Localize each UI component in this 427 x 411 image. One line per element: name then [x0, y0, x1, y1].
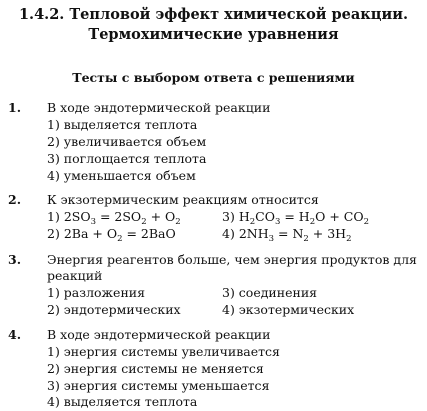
- answer-option: 4) экзотермических: [222, 302, 355, 317]
- question-text: К экзотермическим реакциям относится: [47, 192, 319, 207]
- answer-option: 3) энергия системы уменьшается: [47, 378, 270, 393]
- answer-option: 2) увеличивается объем: [47, 134, 207, 149]
- answer-option: 2) энергия системы не меняется: [47, 361, 264, 376]
- answer-option: 1) разложения: [47, 285, 145, 300]
- answer-option: 2) эндотермических: [47, 302, 181, 317]
- answer-option: 4) выделяется теплота: [47, 394, 198, 409]
- question-number: 1.: [8, 100, 22, 115]
- question-number: 4.: [8, 327, 22, 342]
- answer-option: 4) уменьшается объем: [47, 168, 196, 183]
- answer-option-equation: 1) $2SO_3 = 2SO_2 + O_2$: [47, 209, 181, 227]
- option-label: 3): [222, 209, 239, 224]
- answer-option-equation: 4) $2NH_3 = N_2 + 3H_2$: [222, 226, 352, 244]
- option-label: 2): [47, 226, 64, 241]
- answer-option: 3) соединения: [222, 285, 318, 300]
- question-text: В ходе эндотермической реакции: [47, 100, 271, 115]
- answer-option: 1) энергия системы увеличивается: [47, 344, 280, 359]
- option-label: 1): [47, 209, 64, 224]
- question-text: Энергия реагентов больше, чем энергия продуктов для: [47, 252, 417, 267]
- section-title-line2: Термохимические уравнения: [88, 26, 339, 43]
- subsection-title: Тесты с выбором ответа с решениями: [72, 70, 355, 85]
- question-text: В ходе эндотермической реакции: [47, 327, 271, 342]
- answer-option-equation: 3) $H_2CO_3 = H_2O + CO_2$: [222, 209, 370, 227]
- option-label: 4): [222, 226, 239, 241]
- answer-option: 3) поглощается теплота: [47, 151, 207, 166]
- question-number: 2.: [8, 192, 22, 207]
- answer-option: 1) выделяется теплота: [47, 117, 198, 132]
- question-number: 3.: [8, 252, 22, 267]
- question-text-continued: реакций: [47, 268, 103, 283]
- answer-option-equation: 2) $2Ba + O_2 = 2BaO$: [47, 226, 176, 244]
- section-title-line1: 1.4.2. Тепловой эффект химической реакции.: [18, 6, 409, 23]
